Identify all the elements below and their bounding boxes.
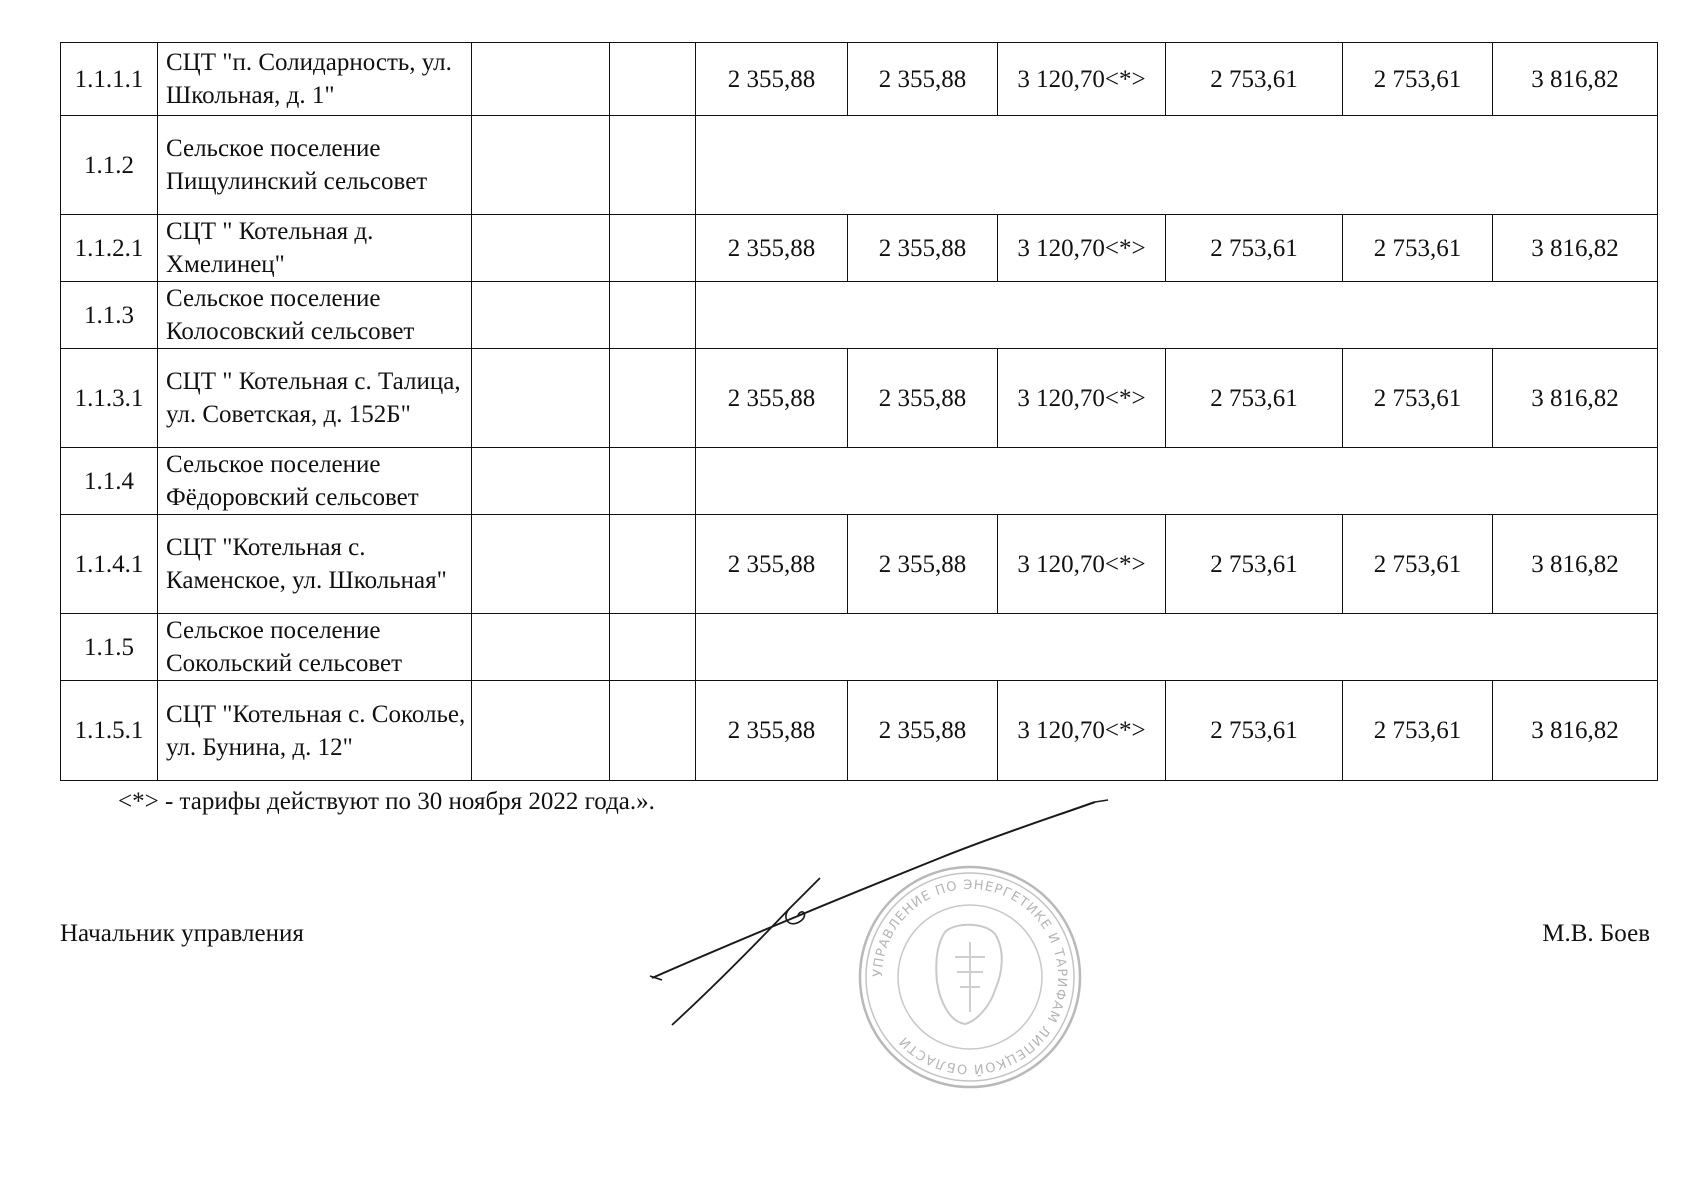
tariff-value: 2 753,61: [1166, 349, 1343, 448]
row-name: Сельское поселение Фёдоровский сельсовет: [158, 448, 472, 515]
tariff-value: 2 753,61: [1343, 681, 1493, 781]
row-number: 1.1.2.1: [61, 215, 158, 282]
tariff-value: 2 355,88: [696, 43, 848, 116]
tariff-value: 3 816,82: [1493, 681, 1658, 781]
tariff-value: 2 753,61: [1166, 43, 1343, 116]
tariff-value: 2 753,61: [1343, 43, 1493, 116]
tariff-value: 3 120,70<*>: [998, 681, 1166, 781]
row-number: 1.1.2: [61, 116, 158, 215]
merged-empty-cell: [696, 448, 1658, 515]
footnote: <*> - тарифы действуют по 30 ноября 2022 года.».: [118, 788, 655, 815]
official-seal: [855, 862, 1085, 1092]
tariff-value: 2 753,61: [1343, 215, 1493, 282]
table-row: [61, 448, 1658, 515]
empty-cell: [610, 116, 696, 215]
empty-cell: [472, 282, 610, 349]
empty-cell: [472, 349, 610, 448]
tariff-value: 2 355,88: [696, 349, 848, 448]
empty-cell: [472, 116, 610, 215]
table-row: [61, 43, 1658, 116]
empty-cell: [472, 215, 610, 282]
empty-cell: [610, 282, 696, 349]
empty-cell: [472, 681, 610, 781]
row-name: СЦТ "п. Солидарность, ул. Школьная, д. 1": [158, 43, 472, 116]
empty-cell: [472, 515, 610, 614]
merged-empty-cell: [696, 116, 1658, 215]
table-row: [61, 614, 1658, 681]
table-row: [61, 349, 1658, 448]
row-number: 1.1.1.1: [61, 43, 158, 116]
tariff-value: 3 120,70<*>: [998, 215, 1166, 282]
row-name: СЦТ " Котельная с. Талица, ул. Советская, д. 152Б": [158, 349, 472, 448]
tariff-value: 3 816,82: [1493, 515, 1658, 614]
empty-cell: [610, 614, 696, 681]
tariff-value: 2 355,88: [848, 349, 998, 448]
tariff-value: 2 355,88: [696, 215, 848, 282]
empty-cell: [610, 515, 696, 614]
signer-position: Начальник управления: [60, 920, 304, 947]
tariff-value: 2 355,88: [696, 515, 848, 614]
row-number: 1.1.3.1: [61, 349, 158, 448]
tariff-value: 2 753,61: [1343, 515, 1493, 614]
tariff-value: 3 120,70<*>: [998, 349, 1166, 448]
tariff-value: 2 355,88: [848, 43, 998, 116]
row-number: 1.1.3: [61, 282, 158, 349]
svg-text:УПРАВЛЕНИЕ ПО ЭНЕРГЕТИКЕ И ТАР: УПРАВЛЕНИЕ ПО ЭНЕРГЕТИКЕ И ТАРИФАМ ЛИПЕЦКОЙ ОБЛАСТИ: [870, 877, 1070, 1077]
table-row: [61, 681, 1658, 781]
merged-empty-cell: [696, 282, 1658, 349]
tariff-value: 3 120,70<*>: [998, 515, 1166, 614]
tariff-value: 2 753,61: [1166, 215, 1343, 282]
row-number: 1.1.4.1: [61, 515, 158, 614]
table-row: [61, 515, 1658, 614]
empty-cell: [472, 448, 610, 515]
row-name: СЦТ " Котельная д. Хмелинец": [158, 215, 472, 282]
row-name: Сельское поселение Сокольский сельсовет: [158, 614, 472, 681]
merged-empty-cell: [696, 614, 1658, 681]
row-number: 1.1.4: [61, 448, 158, 515]
tariff-table: [60, 42, 1658, 781]
empty-cell: [472, 614, 610, 681]
tariff-value: 3 816,82: [1493, 215, 1658, 282]
tariff-value: 3 816,82: [1493, 349, 1658, 448]
signer-name: М.В. Боев: [1542, 920, 1650, 947]
row-number: 1.1.5.1: [61, 681, 158, 781]
row-name: СЦТ "Котельная с. Каменское, ул. Школьная": [158, 515, 472, 614]
tariff-value: 2 355,88: [696, 681, 848, 781]
tariff-value: 3 816,82: [1493, 43, 1658, 116]
row-name: Сельское поселение Пищулинский сельсовет: [158, 116, 472, 215]
table-row: [61, 116, 1658, 215]
empty-cell: [610, 681, 696, 781]
tariff-value: 2 753,61: [1166, 681, 1343, 781]
tariff-value: 2 753,61: [1343, 349, 1493, 448]
tariff-value: 2 355,88: [848, 681, 998, 781]
row-number: 1.1.5: [61, 614, 158, 681]
empty-cell: [610, 349, 696, 448]
row-name: Сельское поселение Колосовский сельсовет: [158, 282, 472, 349]
tariff-value: 3 120,70<*>: [998, 43, 1166, 116]
tariff-value: 2 355,88: [848, 215, 998, 282]
tariff-value: 2 355,88: [848, 515, 998, 614]
table-row: [61, 282, 1658, 349]
tariff-value: 2 753,61: [1166, 515, 1343, 614]
empty-cell: [472, 43, 610, 116]
row-name: СЦТ "Котельная с. Соколье, ул. Бунина, д. 12": [158, 681, 472, 781]
empty-cell: [610, 43, 696, 116]
empty-cell: [610, 448, 696, 515]
table-row: [61, 215, 1658, 282]
empty-cell: [610, 215, 696, 282]
